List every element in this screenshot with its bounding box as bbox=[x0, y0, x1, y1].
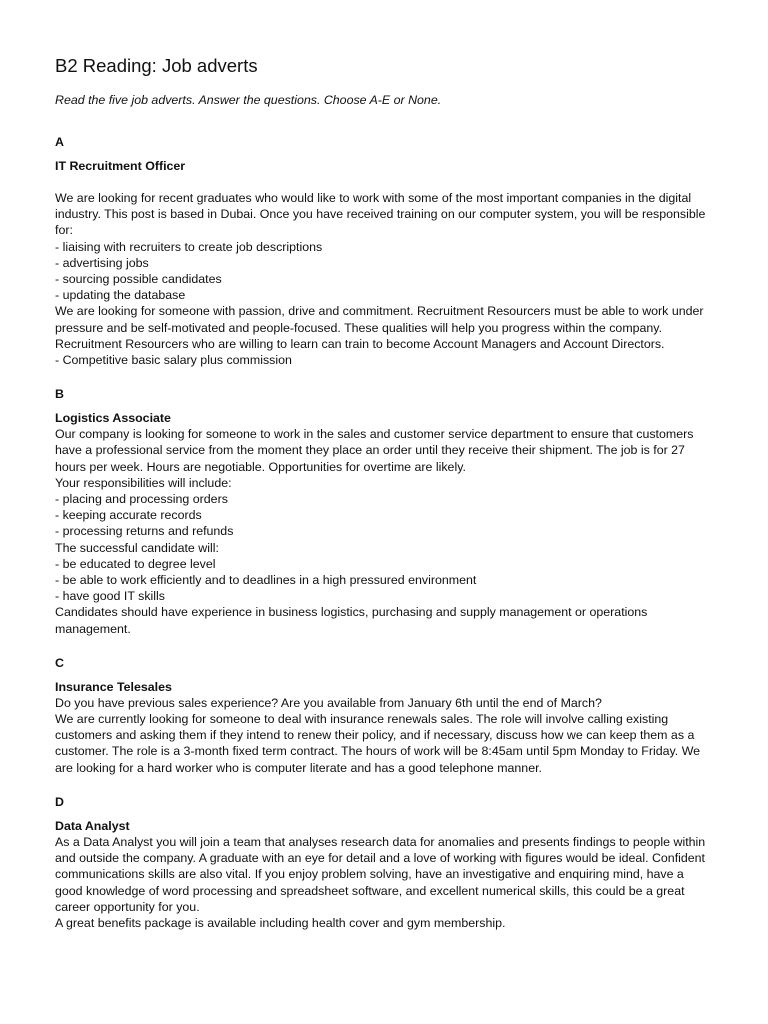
advert-letter: C bbox=[55, 655, 64, 670]
advert-intro: We are looking for recent graduates who would like to work with some of the most important companies in the digital industry. This post is based in Dubai. Once you have received training on our computer system, you will be responsible for: bbox=[55, 191, 706, 238]
instructions: Read the five job adverts. Answer the questions. Choose A-E or None. bbox=[55, 93, 442, 107]
list-item: - be able to work efficiently and to deadlines in a high pressured environment bbox=[55, 572, 712, 588]
job-title: Insurance Telesales bbox=[55, 679, 172, 694]
candidate-heading: The successful candidate will: bbox=[55, 540, 219, 555]
responsibility-list bbox=[55, 491, 712, 540]
list-item: - processing returns and refunds bbox=[55, 523, 712, 539]
job-title: IT Recruitment Officer bbox=[55, 159, 186, 173]
advert-letter: B bbox=[55, 387, 64, 402]
responsibilities-heading: Your responsibilities will include: bbox=[55, 475, 232, 490]
requirement-list bbox=[55, 556, 712, 605]
responsibility-list bbox=[55, 239, 712, 304]
advert-paragraph: Do you have previous sales experience? Are you available from January 6th until the end of March? bbox=[55, 695, 602, 710]
list-item: - placing and processing orders bbox=[55, 491, 712, 507]
advert-paragraph: We are looking for someone with passion, drive and commitment. Recruitment Resourcers must be able to work under pressure and be self-motivated and people-focused. These qualities will help you progress within the company. Recruitment Resourcers who are willing to learn can train to become Account Managers and Account Directors. bbox=[55, 304, 704, 351]
advert-paragraph: As a Data Analyst you will join a team that analyses research data for anomalies and presents findings to people within and outside the company. A graduate with an eye for detail and a love of working with figures would be ideal. Confident communications skills are also vital. If you enjoy problem solving, have an investigative and enquiring mind, have a good knowledge of word processing and spreadsheet software, and excellent numerical skills, this could be a great career opportunity for you. bbox=[55, 834, 706, 914]
list-item: - updating the database bbox=[55, 287, 712, 303]
list-item: - sourcing possible candidates bbox=[55, 271, 712, 287]
advert-intro: Our company is looking for someone to work in the sales and customer service department to ensure that customers have a professional service from the moment they place an order until they receive their shipment. The job is for 27 hours per week. Hours are negotiable. Opportunities for overtime are likely. bbox=[55, 427, 694, 474]
job-title: Logistics Associate bbox=[55, 411, 171, 426]
advert-letter: D bbox=[55, 794, 64, 809]
advert-paragraph: Candidates should have experience in business logistics, purchasing and supply management or operations management. bbox=[55, 605, 648, 636]
advert-a bbox=[55, 134, 712, 368]
list-item: - have good IT skills bbox=[55, 588, 712, 604]
page-title: B2 Reading: Job adverts bbox=[55, 55, 258, 76]
list-item: - liaising with recruiters to create job descriptions bbox=[55, 239, 712, 255]
job-title: Data Analyst bbox=[55, 818, 130, 833]
advert-letter: A bbox=[55, 135, 64, 149]
list-item: - Competitive basic salary plus commission bbox=[55, 352, 712, 368]
list-item: - advertising jobs bbox=[55, 255, 712, 271]
advert-b bbox=[55, 386, 712, 637]
advert-c bbox=[55, 655, 712, 776]
advert-paragraph: A great benefits package is available including health cover and gym membership. bbox=[55, 915, 506, 930]
advert-d bbox=[55, 794, 712, 931]
advert-paragraph: We are currently looking for someone to deal with insurance renewals sales. The role will involve calling existing customers and asking them if they intend to renew their policy, and if necessary, discuss how we can keep them as a customer. The role is a 3-month fixed term contract. The hours of work will be 8:45am until 5pm Monday to Friday. We are looking for a hard worker who is computer literate and has a good telephone manner. bbox=[55, 712, 701, 775]
benefit-list bbox=[55, 352, 712, 368]
list-item: - be educated to degree level bbox=[55, 556, 712, 572]
list-item: - keeping accurate records bbox=[55, 507, 712, 523]
